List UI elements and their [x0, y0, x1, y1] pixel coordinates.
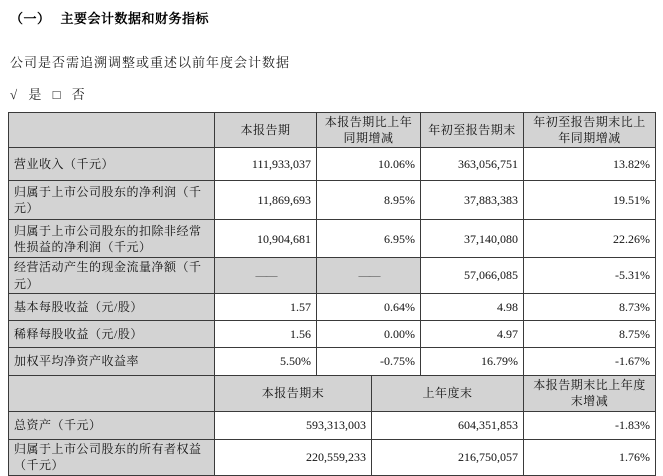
cell-value: 363,056,751: [421, 148, 524, 181]
unchecked-box-icon: □: [52, 87, 62, 102]
cell-value: 22.26%: [524, 220, 656, 258]
answer-no-label: 否: [71, 87, 86, 102]
cell-value: 19.51%: [524, 181, 656, 220]
header-blank: [9, 113, 215, 148]
cell-dash: ——: [317, 258, 421, 293]
table-row-net-profit: [9, 181, 656, 220]
cell-value: 1.76%: [524, 439, 656, 475]
header-current-period: 本报告期: [215, 113, 317, 148]
cell-value: 37,140,080: [421, 220, 524, 258]
cell-value: 4.98: [421, 293, 524, 320]
table-header-row: [9, 375, 656, 411]
header-period-end: 本报告期末: [215, 375, 372, 411]
table-row-revenue: [9, 148, 656, 181]
cell-value: 604,351,853: [372, 411, 524, 439]
row-label: 总资产（千元）: [9, 411, 215, 439]
row-label: 经营活动产生的现金流量净额（千元）: [9, 258, 215, 293]
cell-value: 11,869,693: [215, 181, 317, 220]
cell-value: 0.64%: [317, 293, 421, 320]
table-row-total-assets: [9, 411, 656, 439]
table-row-net-profit-excl-nonrecurring: [9, 220, 656, 258]
table-row-basic-eps: [9, 293, 656, 320]
section-title: （一） 主要会计数据和财务指标: [10, 12, 210, 27]
cell-value: 4.97: [421, 320, 524, 347]
table-row-weighted-roe: [9, 347, 656, 375]
cell-value: 57,066,085: [421, 258, 524, 293]
checked-mark-icon: √: [10, 87, 19, 102]
cell-value: 593,313,003: [215, 411, 372, 439]
cell-value: -0.75%: [317, 347, 421, 375]
financial-tables: [8, 112, 655, 476]
cell-value: 8.73%: [524, 293, 656, 320]
cell-value: 1.57: [215, 293, 317, 320]
restatement-question: 公司是否需追溯调整或重述以前年度会计数据: [10, 55, 291, 70]
row-label: 归属于上市公司股东的所有者权益（千元）: [9, 439, 215, 475]
cell-value: 6.95%: [317, 220, 421, 258]
cell-value: 8.75%: [524, 320, 656, 347]
cell-value: 111,933,037: [215, 148, 317, 181]
row-label: 基本每股收益（元/股）: [9, 293, 215, 320]
key-indicators-table: [8, 112, 656, 376]
header-period-end-change: 本报告期末比上年度末增减: [524, 375, 656, 411]
table-header-row: [9, 113, 656, 148]
row-label: 加权平均净资产收益率: [9, 347, 215, 375]
balance-table: [8, 375, 656, 476]
cell-value: 216,750,057: [372, 439, 524, 475]
header-ytd-yoy: 年初至报告期末比上年同期增减: [524, 113, 656, 148]
cell-value: -1.83%: [524, 411, 656, 439]
cell-value: -5.31%: [524, 258, 656, 293]
header-current-period-yoy: 本报告期比上年同期增减: [317, 113, 421, 148]
restatement-answer: [10, 84, 92, 103]
cell-value: 220,559,233: [215, 439, 372, 475]
header-blank: [9, 375, 215, 411]
cell-value: 0.00%: [317, 320, 421, 347]
cell-value: 1.56: [215, 320, 317, 347]
table-row-operating-cash-flow: [9, 258, 656, 293]
cell-value: -1.67%: [524, 347, 656, 375]
cell-value: 16.79%: [421, 347, 524, 375]
cell-value: 10.06%: [317, 148, 421, 181]
header-ytd: 年初至报告期末: [421, 113, 524, 148]
row-label: 归属于上市公司股东的净利润（千元）: [9, 181, 215, 220]
row-label: 归属于上市公司股东的扣除非经常性损益的净利润（千元）: [9, 220, 215, 258]
cell-value: 10,904,681: [215, 220, 317, 258]
cell-value: 5.50%: [215, 347, 317, 375]
table-row-diluted-eps: [9, 320, 656, 347]
row-label: 营业收入（千元）: [9, 148, 215, 181]
cell-dash: ——: [215, 258, 317, 293]
row-label: 稀释每股收益（元/股）: [9, 320, 215, 347]
answer-yes-label: 是: [28, 87, 43, 102]
cell-value: 8.95%: [317, 181, 421, 220]
cell-value: 13.82%: [524, 148, 656, 181]
cell-value: 37,883,383: [421, 181, 524, 220]
table-row-shareholders-equity: [9, 439, 656, 475]
header-prior-year-end: 上年度末: [372, 375, 524, 411]
